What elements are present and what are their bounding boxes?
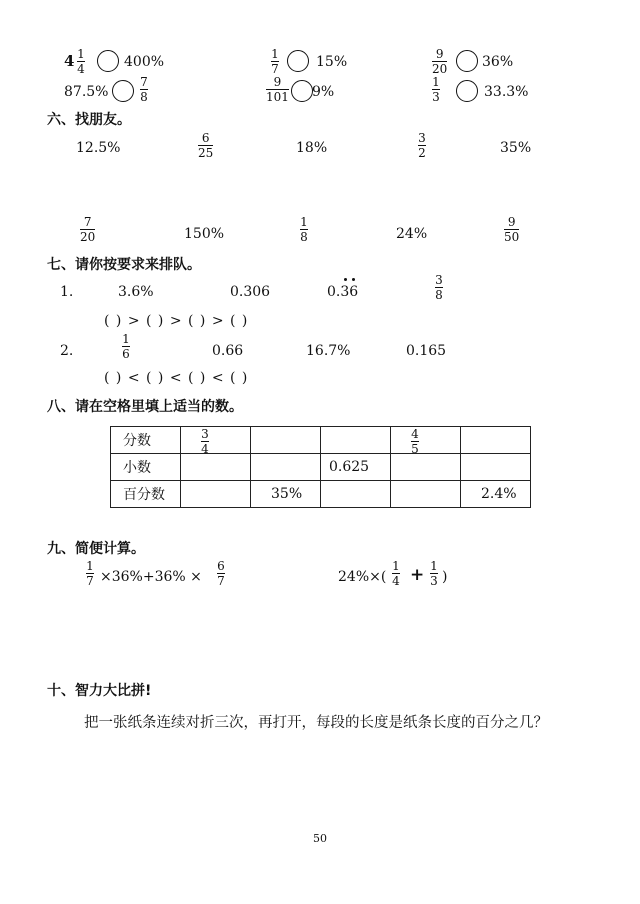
compare-circle[interactable] [456,80,478,102]
table-cell[interactable] [321,481,391,508]
table-cell[interactable] [181,454,251,481]
value-text: 18% [296,140,328,156]
fraction: 9 50 [504,215,520,244]
fraction: 9 20 [432,47,448,76]
fraction: 1 7 [271,47,279,76]
value-text: 0.66 [212,343,244,359]
table-cell [391,427,461,454]
compare-circle[interactable] [112,80,134,102]
fraction: 6 25 [198,131,214,160]
repeat-dot [344,278,347,281]
fraction: 1 6 [122,332,130,361]
value-text: 15% [316,54,348,70]
fraction: 1 7 [86,559,94,588]
fraction: 1 4 [392,559,400,588]
fraction: 1 3 [430,559,438,588]
answer-blanks[interactable]: ( ) < ( ) < ( ) < ( ) [104,370,248,386]
value-text: 16.7% [306,343,351,359]
fraction: 7 20 [80,215,96,244]
table-cell[interactable] [391,481,461,508]
table-row [111,427,531,454]
mixed-number-whole: 4 [64,52,75,70]
table-cell[interactable] [251,454,321,481]
value-text: 33.3% [484,84,529,100]
table-cell: 0.625 [321,454,391,481]
page-number: 50 [313,832,327,845]
question-text: 把一张纸条连续对折三次，再打开，每段的长度是纸条长度的百分之几？ [84,715,548,731]
value-text: 150% [184,226,225,242]
section-title: 六、找朋友。 [47,112,131,128]
question-number: 1. [60,284,74,300]
value-text: 87.5% [64,84,109,100]
answer-blanks[interactable]: ( ) > ( ) > ( ) > ( ) [104,313,248,329]
conversion-table [110,426,531,508]
table-cell[interactable] [321,427,391,454]
compare-circle[interactable] [456,50,478,72]
expression-text: ) [442,569,448,585]
value-text: 0.306 [230,284,271,300]
value-text: 36% [482,54,514,70]
value-text: 400% [124,54,165,70]
table-row [111,481,531,508]
fraction: 3 4 [201,427,209,456]
compare-circle[interactable] [291,80,313,102]
fraction: 1 4 [77,47,85,76]
table-cell: 35% [251,481,321,508]
expression-text: 24%×( [338,569,387,585]
expression-text: ×36%+36% × [100,569,202,585]
value-text: 24% [396,226,428,242]
value-text: 9% [312,84,335,100]
table-cell[interactable] [461,454,531,481]
repeating-decimal: 0.36 [327,284,359,300]
section-title: 七、请你按要求来排队。 [47,257,201,273]
section-title: 八、请在空格里填上适当的数。 [47,399,243,415]
row-header: 分数 [111,427,181,454]
compare-circle[interactable] [97,50,119,72]
fraction: 3 2 [418,131,426,160]
fraction: 1 8 [300,215,308,244]
table-cell[interactable] [461,427,531,454]
value-text: 12.5% [76,140,121,156]
table-row [111,454,531,481]
value-text: 0.165 [406,343,447,359]
question-number: 2. [60,343,74,359]
table-cell[interactable] [181,481,251,508]
value-text: 3.6% [118,284,154,300]
section-title: 九、简便计算。 [47,541,145,557]
plus-sign: + [410,565,425,585]
fraction: 7 8 [140,75,148,104]
table-cell: 2.4% [461,481,531,508]
fraction: 3 8 [435,273,443,302]
row-header: 小数 [111,454,181,481]
repeat-dot [352,278,355,281]
fraction: 6 7 [217,559,225,588]
fraction: 4 5 [411,427,419,456]
section-title: 十、智力大比拼! [47,683,152,699]
table-cell[interactable] [251,427,321,454]
fraction: 1 3 [432,75,440,104]
value-text: 35% [500,140,532,156]
table-cell [181,427,251,454]
table-cell[interactable] [391,454,461,481]
compare-circle[interactable] [287,50,309,72]
fraction: 9 101 [266,75,289,104]
row-header: 百分数 [111,481,181,508]
